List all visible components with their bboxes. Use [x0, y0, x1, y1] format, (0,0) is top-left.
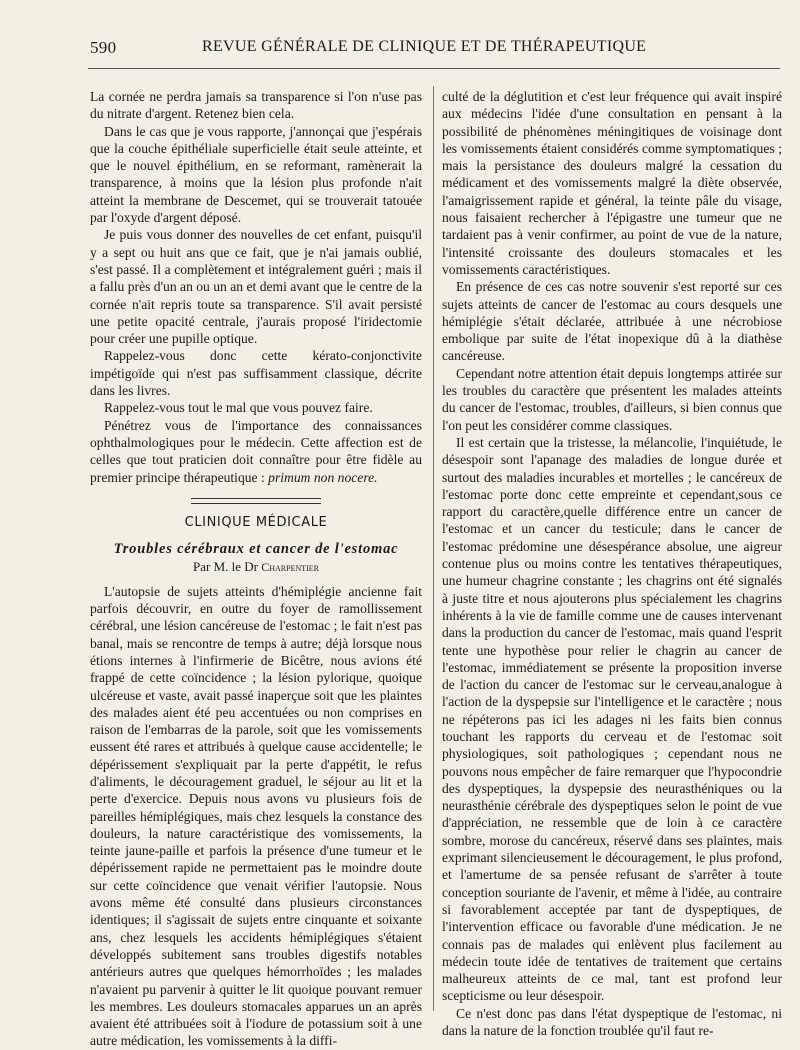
section-heading: CLINIQUE MÉDICALE: [184, 514, 328, 530]
paragraph: Dans le cas que je vous rapporte, j'annonçai que j'espérais que la couche épithéliale superficielle était seule atteinte, et que le nouvel épithélium, en se reformant, ramènerait la transparence, à moins que la lésion plus profonde n'ait atteint la membrane de Descemet, qui se trouverait tatouée par l'oxyde d'argent déposé.: [90, 123, 422, 226]
paragraph: La cornée ne perdra jamais sa transparence si l'on n'use pas du nitrate d'argent. Retenez bien cela.: [90, 89, 422, 122]
author-name: Charpentier: [261, 560, 320, 575]
paragraph: En présence de ces cas notre souvenir s'est reporté sur ces sujets atteints de cancer de l'estomac au cours desquels une hémiplégie s'était déclarée, attribuée à une nécrobiose embolique par suite de l'état inopexique dû à la diathèse cancéreuse.: [442, 279, 782, 364]
paragraph: Il est certain que la tristesse, la mélancolie, l'inquiétude, le désespoir sont l'apanage des maladies de longue durée et surtout des maladies incurables et mortelles ; le cancéreux de l'estomac porte donc cette empreinte et cependant,sous ce rapport du caractère,quelle différence entre un cancer de l'estomac et un cancer du testicule; dans le cancer de l'estomac prédomine une désespérance absolue, une aigreur contenue plus ou moins contre les tentatives thérapeutiques, une humeur chagrine constante ; les chagrins ont été signalés à juste titre et nous ajouterons plus spécialement les chagrins inhérents à la vie de famille comme une de causes intervenant dans la production du cancer de l'estomac, mais quand l'esprit tente une hypothèse pour relier le chagrin au cancer de l'estomac, immédiatement se présente la proposition inverse de l'action du cancer de l'estomac sur le cerveau,analogue à l'action de la dyspepsie sur l'intelligence et le caractère ; nous ne répéterons pas ici les adages ni les faits bien connus touchant les rapports du cerveau et de l'estomac soit physiologiques, soit pathologiques ; cependant nous ne pouvons nous empêcher de faire remarquer que l'hypocondrie des dyspeptiques, la dyspepsie des neurasthéniques ou la neurasthénie cérébrale des dyspeptiques selon le point de vue d'appréciation, ne ressemble que de loin à ce caractère sombre, morose du cancéreux, réservé dans ses plaintes, mais exprimant silencieusement le découragement, le plus profond, et l'amertume de sa pensée refusant de s'arrêter à toute conception souriante de l'avenir, et même à l'idée, au contraire si favorablement acceptée par tant de dyspeptiques, de l'intervention efficace ou favorable d'une médication. Je ne connais pas de malades qui enlèvent plus facilement au médecin toute idée de tentatives de traitement que certains malheureux atteints de ce mal, tant est profond leur scepticisme ou leur désespoir.: [442, 434, 782, 1004]
byline: [90, 558, 422, 576]
right-column: [442, 88, 782, 1039]
running-header: [90, 38, 780, 60]
paragraph-text: Pénétrez vous de l'importance des connaissances ophthalmologiques pour le médecin. Cette affection est de celles que tout praticien doit connaître pour être fidèle au premier principe thérapeutique :: [90, 417, 422, 485]
header-rule: [88, 68, 780, 69]
section-divider: [191, 498, 321, 504]
latin-maxim: primum non nocere.: [268, 469, 378, 485]
paragraph: Ce n'est donc pas dans l'état dyspeptique de l'estomac, ni dans la nature de la fonction troublée qu'il faut re-: [442, 1005, 782, 1039]
paragraph: Rappelez-vous donc cette kérato-conjonctivite impétigoïde qui n'est pas suffisamment classique, décrite dans les livres.: [90, 348, 422, 399]
paragraph: Rappelez-vous tout le mal que vous pouvez faire.: [104, 400, 373, 416]
page-number: 590: [90, 38, 117, 57]
column-divider: [433, 86, 434, 1011]
paragraph-continuation: culté de la déglutition et c'est leur fréquence qui avait inspiré aux médecins l'idée d'une consultation en pensant à la possibilité de phénomènes méningitiques de voisinage dont les vomissements étaient considérés comme symptomatiques ; mais la persistance des douleurs malgré la cessation du médicament et des vomissements malgré la diète observée, l'amaigrissement rapide et général, la teinte pâle du visage, nous faisaient rechercher à l'épigastre une tumeur que ne tardaient pas à venir confirmer, au point de vue de la nature, l'intensité croissante des douleurs stomacales et les vomissements caractéristiques.: [442, 89, 782, 277]
paragraph-with-latin: [90, 417, 422, 486]
running-title: REVUE GÉNÉRALE DE CLINIQUE ET DE THÉRAPEUTIQUE: [202, 38, 647, 55]
byline-prefix: Par M. le Dr: [192, 559, 258, 575]
paragraph: Cependant notre attention était depuis longtemps attirée sur les troubles du caractère que présentent les malades atteints du cancer de l'estomac, troubles, d'ailleurs, si bien connus que l'on peut les considérer comme classiques.: [442, 365, 782, 433]
paragraph: L'autopsie de sujets atteints d'hémiplégie ancienne fait parfois découvrir, en outre du foyer de ramollissement cérébral, une lésion cancéreuse de l'estomac ; le fait n'est pas banal, mais se rencontre de temps à autre; déjà lorsque nous étions internes à l'infirmerie de Bicêtre, nous avions été frappé de cette coïncidence ; la lésion pylorique, quoique ulcéreuse et vaste, avait passé inaperçue soit que les plaintes des malades aient été peu accentuées ou non comprises en raison de l'embarras de la parole, soit que les vomissements eussent été rares et attribués à quelque cause accidentelle; le dépérissement s'expliquait par la perte d'appétit, le refus d'aliments, le découragement graduel, le séjour au lit et la perte d'exercice. Depuis nous avons vu plusieurs fois de pareilles hémiplégiques, mais chez lesquels la constance des douleurs, la nature caractéristique des vomissements, la teinte jaune-paille et parfois la présence d'une tumeur et le dépérissement rapide ne permettaient pas le moindre doute sur cette coïncidence que venait vérifier l'autopsie. Nous avons même été consulté dans plusieurs circonstances identiques; il s'agissait de sujets entre cinquante et soixante ans, chez lesquels les accidents hémiplégiques s'étaient développés subitement sans troubles digestifs notables antérieurs autres que quelques hémorrhoïdes ; les malades n'avaient pu parvenir à quitter le lit quoique pouvant remuer les membres. Les douleurs stomacales apparues un an après avaient été attribuées soit à l'iodure de potassium soit à une autre médication, les vomissements à la diffi-: [90, 583, 422, 1049]
left-column: [90, 88, 422, 1050]
paragraph: Je puis vous donner des nouvelles de cet enfant, puisqu'il y a sept ou huit ans que ce fait, que je n'ai jamais oublié, s'est passé. Il a complètement et intégralement guéri ; mais il a fallu près d'un an ou un an et demi avant que le centre de la cornée n'ait repris toute sa transparence. S'il avait persisté une petite opacité centrale, j'aurais proposé l'iridectomie pour créer une pupille optique.: [90, 227, 422, 347]
article-title: Troubles cérébraux et cancer de l'estomac: [113, 541, 399, 558]
